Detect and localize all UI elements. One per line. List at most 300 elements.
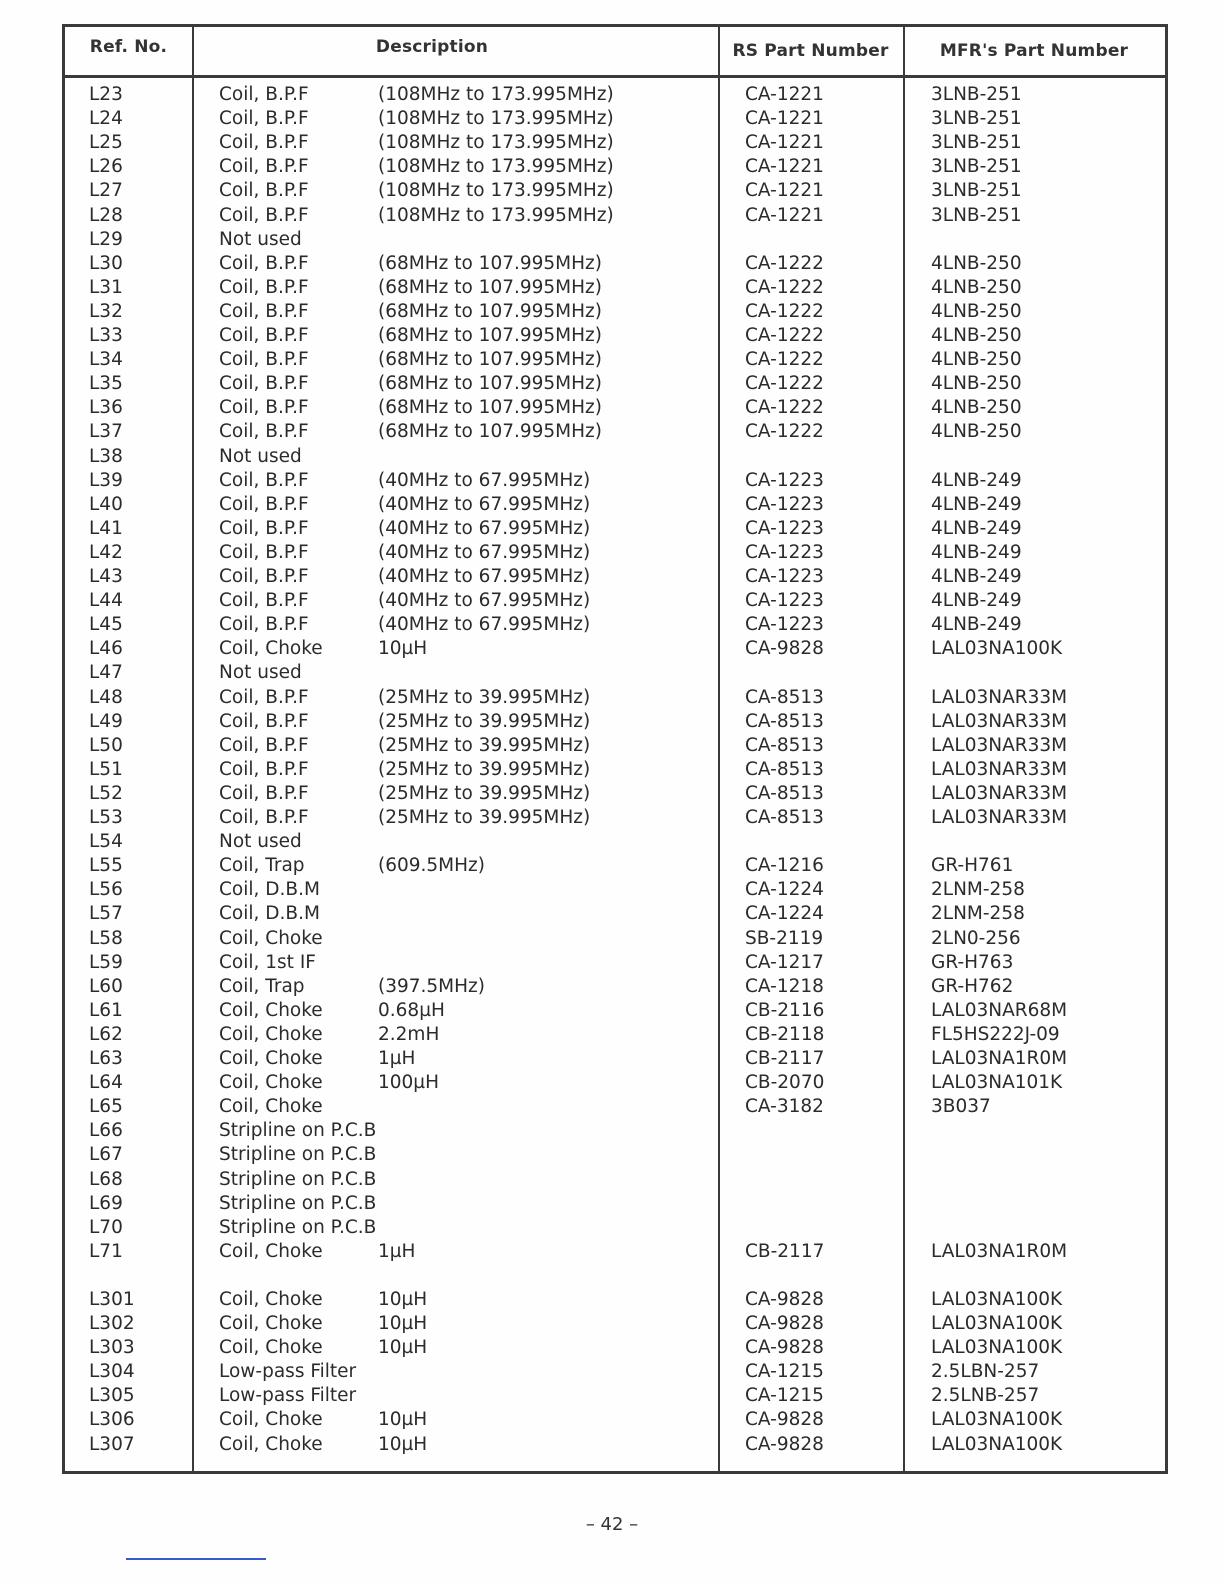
rs-part-cell: CA-1224 — [745, 879, 824, 901]
mfr-part-cell: LAL03NA100K — [931, 1337, 1063, 1359]
value-cell: (40MHz to 67.995MHz) — [378, 590, 591, 612]
rs-part-cell: CA-1222 — [745, 397, 824, 419]
ref-cell: L69 — [89, 1192, 123, 1214]
mfr-part-cell: LAL03NAR33M — [931, 734, 1068, 756]
table-row — [65, 204, 1165, 228]
mfr-part-cell: 4LNB-249 — [931, 614, 1022, 636]
ref-cell: L57 — [89, 903, 123, 925]
ref-cell: L60 — [89, 975, 123, 997]
table-row — [65, 517, 1165, 541]
description-cell: Coil, D.B.M — [219, 903, 320, 925]
mfr-part-cell: LAL03NA101K — [931, 1072, 1063, 1094]
parts-table — [62, 24, 1168, 1474]
table-row — [65, 927, 1165, 951]
ref-cell: L36 — [89, 397, 123, 419]
rs-part-cell: CA-1222 — [745, 421, 824, 443]
description-cell: Coil, B.P.F — [219, 686, 309, 708]
rs-part-cell: CA-1222 — [745, 252, 824, 274]
table-row — [65, 1360, 1165, 1384]
header-ref-no: Ref. No. — [89, 37, 168, 57]
ref-cell: L48 — [89, 686, 123, 708]
description-cell: Coil, B.P.F — [219, 132, 309, 154]
value-cell: (108MHz to 173.995MHz) — [378, 108, 614, 130]
mfr-part-cell: 4LNB-249 — [931, 566, 1022, 587]
description-cell: Stripline on P.C.B — [219, 1144, 377, 1166]
rs-part-cell: CA-9828 — [745, 1313, 824, 1334]
mfr-part-cell: 4LNB-250 — [931, 252, 1022, 274]
value-cell: 10µH — [378, 1313, 428, 1334]
table-row — [65, 1143, 1165, 1167]
description-cell: Stripline on P.C.B — [219, 1120, 377, 1142]
rs-part-cell: CB-2117 — [745, 1240, 825, 1262]
rs-part-cell: CA-9828 — [745, 1409, 824, 1431]
ref-cell: L26 — [89, 156, 123, 178]
description-cell: Not used — [219, 228, 302, 250]
rs-part-cell: CA-8513 — [745, 758, 824, 780]
table-row — [65, 1192, 1165, 1216]
rs-part-cell: CA-1221 — [745, 132, 824, 154]
value-cell: (25MHz to 39.995MHz) — [378, 758, 591, 780]
table-row — [65, 1408, 1165, 1432]
mfr-part-cell: 4LNB-250 — [931, 349, 1022, 371]
description-cell: Coil, Choke — [219, 1337, 323, 1359]
ref-cell: L38 — [89, 445, 123, 467]
ref-cell: L44 — [89, 590, 123, 612]
ref-cell: L53 — [89, 807, 123, 828]
mfr-part-cell: 3LNB-251 — [931, 180, 1022, 202]
ref-cell: L41 — [89, 517, 123, 539]
header-rs-part-number: RS Part Number — [732, 41, 889, 61]
mfr-part-cell: LAL03NAR68M — [931, 999, 1068, 1021]
description-cell: Coil, B.P.F — [219, 782, 309, 804]
ref-cell: L65 — [89, 1096, 123, 1118]
rs-part-cell: CA-3182 — [745, 1096, 824, 1118]
value-cell: (68MHz to 107.995MHz) — [378, 349, 602, 371]
ref-cell: L28 — [89, 204, 123, 226]
rs-part-cell: CA-1223 — [745, 469, 824, 491]
rs-part-cell: CA-1222 — [745, 276, 824, 298]
table-row — [65, 300, 1165, 324]
rs-part-cell: CA-8513 — [745, 807, 824, 828]
ref-cell: L24 — [89, 108, 123, 130]
description-cell: Coil, B.P.F — [219, 84, 309, 105]
description-cell: Coil, B.P.F — [219, 469, 309, 491]
rs-part-cell: CB-2117 — [745, 1048, 825, 1069]
description-cell: Low-pass Filter — [219, 1361, 357, 1383]
description-cell: Coil, B.P.F — [219, 300, 309, 322]
rs-part-cell: CA-1217 — [745, 951, 824, 973]
ref-cell: L63 — [89, 1048, 123, 1069]
table-row — [65, 228, 1165, 252]
table-row — [65, 1336, 1165, 1360]
mfr-part-cell: 2.5LBN-257 — [931, 1361, 1040, 1383]
table-row — [65, 276, 1165, 300]
rs-part-cell: CA-1224 — [745, 903, 824, 925]
ref-cell: L46 — [89, 638, 123, 660]
mfr-part-cell: 4LNB-249 — [931, 541, 1022, 563]
ref-cell: L25 — [89, 132, 123, 154]
header-rule — [65, 75, 1165, 78]
mfr-part-cell: LAL03NA100K — [931, 638, 1063, 660]
table-row — [65, 782, 1165, 806]
ref-cell: L45 — [89, 614, 123, 636]
ref-cell: L68 — [89, 1168, 123, 1190]
value-cell: (397.5MHz) — [378, 975, 485, 997]
mfr-part-cell: LAL03NAR33M — [931, 758, 1068, 780]
table-row — [65, 445, 1165, 469]
ref-cell: L304 — [89, 1361, 135, 1383]
ref-cell: L301 — [89, 1288, 135, 1310]
value-cell: (40MHz to 67.995MHz) — [378, 566, 591, 587]
description-cell: Coil, B.P.F — [219, 614, 309, 636]
value-cell: (108MHz to 173.995MHz) — [378, 180, 614, 202]
description-cell: Coil, B.P.F — [219, 204, 309, 226]
mfr-part-cell: LAL03NA100K — [931, 1433, 1063, 1455]
description-cell: Coil, Choke — [219, 1240, 323, 1262]
table-row — [65, 589, 1165, 613]
rs-part-cell: CA-9828 — [745, 1288, 824, 1310]
description-cell: Coil, B.P.F — [219, 710, 309, 732]
value-cell: (40MHz to 67.995MHz) — [378, 614, 591, 636]
ref-cell: L62 — [89, 1023, 123, 1045]
mfr-part-cell: LAL03NAR33M — [931, 782, 1068, 804]
description-cell: Stripline on P.C.B — [219, 1192, 377, 1214]
ref-cell: L29 — [89, 228, 123, 250]
description-cell: Low-pass Filter — [219, 1385, 357, 1407]
ref-cell: L42 — [89, 541, 123, 563]
value-cell: (68MHz to 107.995MHz) — [378, 300, 602, 322]
ref-cell: L55 — [89, 855, 123, 877]
value-cell: 10µH — [378, 638, 428, 660]
rs-part-cell: CA-1218 — [745, 975, 824, 997]
mfr-part-cell: 2.5LNB-257 — [931, 1385, 1040, 1407]
description-cell: Coil, B.P.F — [219, 566, 309, 587]
table-row — [65, 565, 1165, 589]
description-cell: Coil, B.P.F — [219, 493, 309, 515]
mfr-part-cell: LAL03NAR33M — [931, 807, 1068, 828]
mfr-part-cell: LAL03NAR33M — [931, 710, 1068, 732]
table-row — [65, 854, 1165, 878]
value-cell: 10µH — [378, 1409, 428, 1431]
mfr-part-cell: 2LNM-258 — [931, 879, 1025, 901]
ref-cell: L23 — [89, 84, 123, 105]
mfr-part-cell: 4LNB-249 — [931, 469, 1022, 491]
description-cell: Coil, Choke — [219, 1313, 323, 1334]
ref-cell: L306 — [89, 1409, 135, 1431]
rs-part-cell: CA-1215 — [745, 1385, 824, 1407]
description-cell: Coil, Choke — [219, 999, 323, 1021]
rs-part-cell: CB-2118 — [745, 1023, 825, 1045]
description-cell: Coil, B.P.F — [219, 349, 309, 371]
value-cell: (25MHz to 39.995MHz) — [378, 807, 591, 828]
value-cell: (68MHz to 107.995MHz) — [378, 252, 602, 274]
mfr-part-cell: FL5HS222J-09 — [931, 1023, 1060, 1045]
table-row — [65, 734, 1165, 758]
description-cell: Coil, B.P.F — [219, 517, 309, 539]
mfr-part-cell: 4LNB-250 — [931, 325, 1022, 346]
rs-part-cell: CA-1223 — [745, 493, 824, 515]
value-cell: (25MHz to 39.995MHz) — [378, 782, 591, 804]
ref-cell: L67 — [89, 1144, 123, 1166]
description-cell: Coil, B.P.F — [219, 421, 309, 443]
rs-part-cell: CA-8513 — [745, 782, 824, 804]
page-number: – 42 – — [585, 1514, 639, 1535]
value-cell: (40MHz to 67.995MHz) — [378, 469, 591, 491]
ref-cell: L47 — [89, 662, 123, 684]
value-cell: 0.68µH — [378, 999, 445, 1021]
mfr-part-cell: 4LNB-250 — [931, 276, 1022, 298]
rs-part-cell: CA-1223 — [745, 541, 824, 563]
mfr-part-cell: LAL03NA100K — [931, 1288, 1063, 1310]
table-row — [65, 252, 1165, 276]
description-cell: Coil, Choke — [219, 1072, 323, 1094]
ref-cell: L50 — [89, 734, 123, 756]
rs-part-cell: CA-9828 — [745, 1433, 824, 1455]
mfr-part-cell: LAL03NA1R0M — [931, 1240, 1068, 1262]
mfr-part-cell: 4LNB-249 — [931, 517, 1022, 539]
rs-part-cell: CA-1221 — [745, 180, 824, 202]
mfr-part-cell: 3LNB-251 — [931, 84, 1022, 105]
value-cell: (68MHz to 107.995MHz) — [378, 276, 602, 298]
mfr-part-cell: LAL03NA100K — [931, 1313, 1063, 1334]
description-cell: Coil, B.P.F — [219, 325, 309, 346]
table-row — [65, 541, 1165, 565]
value-cell: (25MHz to 39.995MHz) — [378, 710, 591, 732]
mfr-part-cell: 2LN0-256 — [931, 927, 1021, 949]
description-cell: Coil, B.P.F — [219, 180, 309, 202]
value-cell: 1µH — [378, 1048, 416, 1069]
rs-part-cell: CA-1223 — [745, 614, 824, 636]
mfr-part-cell: 3LNB-251 — [931, 204, 1022, 226]
table-row — [65, 951, 1165, 975]
table-row — [65, 420, 1165, 444]
description-cell: Coil, Choke — [219, 1409, 323, 1431]
rs-part-cell: CA-1222 — [745, 349, 824, 371]
description-cell: Stripline on P.C.B — [219, 1168, 377, 1190]
ref-cell: L30 — [89, 252, 123, 274]
value-cell: (108MHz to 173.995MHz) — [378, 132, 614, 154]
ref-cell: L39 — [89, 469, 123, 491]
rs-part-cell: CB-2070 — [745, 1072, 825, 1094]
description-cell: Not used — [219, 445, 302, 467]
table-row — [65, 1288, 1165, 1312]
rs-part-cell: CA-1222 — [745, 300, 824, 322]
ref-cell: L32 — [89, 300, 123, 322]
rs-part-cell: CA-1221 — [745, 156, 824, 178]
description-cell: Coil, B.P.F — [219, 758, 309, 780]
value-cell: (68MHz to 107.995MHz) — [378, 325, 602, 346]
value-cell: (25MHz to 39.995MHz) — [378, 686, 591, 708]
ref-cell: L305 — [89, 1385, 135, 1407]
table-row — [65, 1384, 1165, 1408]
table-row — [65, 83, 1165, 107]
value-cell: (108MHz to 173.995MHz) — [378, 204, 614, 226]
description-cell: Not used — [219, 662, 302, 684]
table-row — [65, 396, 1165, 420]
table-row — [65, 155, 1165, 179]
rs-part-cell: CA-1222 — [745, 325, 824, 346]
table-row — [65, 637, 1165, 661]
table-row — [65, 806, 1165, 830]
table-row — [65, 1240, 1165, 1264]
description-cell: Coil, Choke — [219, 1288, 323, 1310]
value-cell: 10µH — [378, 1433, 428, 1455]
value-cell: 10µH — [378, 1288, 428, 1310]
description-cell: Coil, Trap — [219, 855, 305, 877]
description-cell: Coil, B.P.F — [219, 156, 309, 178]
table-row — [65, 1119, 1165, 1143]
rs-part-cell: CA-1223 — [745, 590, 824, 612]
description-cell: Stripline on P.C.B — [219, 1216, 377, 1238]
table-row — [65, 1168, 1165, 1192]
description-cell: Coil, B.P.F — [219, 807, 309, 828]
table-row — [65, 1433, 1165, 1457]
header-mfr-part-number: MFR's Part Number — [939, 41, 1129, 61]
table-row — [65, 372, 1165, 396]
mfr-part-cell: LAL03NA1R0M — [931, 1048, 1068, 1069]
mfr-part-cell: 4LNB-250 — [931, 421, 1022, 443]
header-description: Description — [375, 37, 489, 57]
mfr-part-cell: 3LNB-251 — [931, 156, 1022, 178]
mfr-part-cell: 2LNM-258 — [931, 903, 1025, 925]
mfr-part-cell: GR-H761 — [931, 855, 1014, 877]
description-cell: Coil, Choke — [219, 1023, 323, 1045]
value-cell: (25MHz to 39.995MHz) — [378, 734, 591, 756]
footer-line — [126, 1558, 266, 1560]
description-cell: Coil, 1st IF — [219, 951, 316, 973]
ref-cell: L33 — [89, 325, 123, 346]
mfr-part-cell: 4LNB-250 — [931, 373, 1022, 395]
ref-cell: L56 — [89, 879, 123, 901]
ref-cell: L59 — [89, 951, 123, 973]
mfr-part-cell: GR-H762 — [931, 975, 1014, 997]
mfr-part-cell: 3LNB-251 — [931, 108, 1022, 130]
ref-cell: L302 — [89, 1313, 135, 1334]
rs-part-cell: CA-8513 — [745, 710, 824, 732]
ref-cell: L35 — [89, 373, 123, 395]
rs-part-cell: CA-1222 — [745, 373, 824, 395]
mfr-part-cell: 4LNB-250 — [931, 397, 1022, 419]
rs-part-cell: CA-1223 — [745, 566, 824, 587]
table-row — [65, 902, 1165, 926]
table-row — [65, 348, 1165, 372]
rs-part-cell: CA-1216 — [745, 855, 824, 877]
value-cell: 2.2mH — [378, 1023, 440, 1045]
ref-cell: L40 — [89, 493, 123, 515]
table-row — [65, 1216, 1165, 1240]
rs-part-cell: CA-8513 — [745, 686, 824, 708]
description-cell: Coil, Choke — [219, 927, 323, 949]
description-cell: Coil, B.P.F — [219, 541, 309, 563]
mfr-part-cell: LAL03NAR33M — [931, 686, 1068, 708]
value-cell: (40MHz to 67.995MHz) — [378, 493, 591, 515]
ref-cell: L61 — [89, 999, 123, 1021]
table-row — [65, 999, 1165, 1023]
mfr-part-cell: 3LNB-251 — [931, 132, 1022, 154]
ref-cell: L37 — [89, 421, 123, 443]
table-row — [65, 686, 1165, 710]
ref-cell: L64 — [89, 1072, 123, 1094]
value-cell: (40MHz to 67.995MHz) — [378, 517, 591, 539]
value-cell: 10µH — [378, 1337, 428, 1359]
value-cell: (68MHz to 107.995MHz) — [378, 421, 602, 443]
description-cell: Coil, D.B.M — [219, 879, 320, 901]
mfr-part-cell: 4LNB-249 — [931, 493, 1022, 515]
ref-cell: L66 — [89, 1120, 123, 1142]
description-cell: Coil, Trap — [219, 975, 305, 997]
description-cell: Coil, B.P.F — [219, 276, 309, 298]
table-row — [65, 710, 1165, 734]
description-cell: Not used — [219, 831, 302, 853]
table-row — [65, 107, 1165, 131]
mfr-part-cell: 4LNB-249 — [931, 590, 1022, 612]
table-row — [65, 469, 1165, 493]
ref-cell: L71 — [89, 1240, 123, 1262]
rs-part-cell: CA-9828 — [745, 1337, 824, 1359]
table-row — [65, 830, 1165, 854]
description-cell: Coil, Choke — [219, 638, 323, 660]
description-cell: Coil, B.P.F — [219, 734, 309, 756]
value-cell: (68MHz to 107.995MHz) — [378, 397, 602, 419]
mfr-part-cell: 4LNB-250 — [931, 300, 1022, 322]
mfr-part-cell: 3B037 — [931, 1096, 991, 1118]
table-row — [65, 1095, 1165, 1119]
description-cell: Coil, B.P.F — [219, 373, 309, 395]
rs-part-cell: CA-8513 — [745, 734, 824, 756]
table-row — [65, 1023, 1165, 1047]
ref-cell: L70 — [89, 1216, 123, 1238]
ref-cell: L54 — [89, 831, 123, 853]
description-cell: Coil, B.P.F — [219, 108, 309, 130]
table-row — [65, 179, 1165, 203]
ref-cell: L51 — [89, 758, 123, 780]
mfr-part-cell: LAL03NA100K — [931, 1409, 1063, 1431]
value-cell: (609.5MHz) — [378, 855, 485, 877]
value-cell: (68MHz to 107.995MHz) — [378, 373, 602, 395]
description-cell: Coil, B.P.F — [219, 590, 309, 612]
rs-part-cell: CB-2116 — [745, 999, 825, 1021]
table-row — [65, 661, 1165, 685]
rs-part-cell: SB-2119 — [745, 927, 824, 949]
description-cell: Coil, Choke — [219, 1433, 323, 1455]
table-row — [65, 324, 1165, 348]
rs-part-cell: CA-1221 — [745, 108, 824, 130]
table-row — [65, 613, 1165, 637]
description-cell: Coil, Choke — [219, 1048, 323, 1069]
value-cell: 100µH — [378, 1072, 439, 1094]
table-row — [65, 131, 1165, 155]
description-cell: Coil, B.P.F — [219, 397, 309, 419]
ref-cell: L58 — [89, 927, 123, 949]
ref-cell: L52 — [89, 782, 123, 804]
ref-cell: L307 — [89, 1433, 135, 1455]
table-row — [65, 878, 1165, 902]
ref-cell: L34 — [89, 349, 123, 371]
description-cell: Coil, B.P.F — [219, 252, 309, 274]
rs-part-cell: CA-1215 — [745, 1361, 824, 1383]
description-cell: Coil, Choke — [219, 1096, 323, 1118]
table-row — [65, 1312, 1165, 1336]
value-cell: (40MHz to 67.995MHz) — [378, 541, 591, 563]
table-row — [65, 493, 1165, 517]
ref-cell: L49 — [89, 710, 123, 732]
value-cell: (108MHz to 173.995MHz) — [378, 156, 614, 178]
ref-cell: L43 — [89, 566, 123, 587]
value-cell: (108MHz to 173.995MHz) — [378, 84, 614, 105]
rs-part-cell: CA-1221 — [745, 84, 824, 105]
value-cell: 1µH — [378, 1240, 416, 1262]
ref-cell: L303 — [89, 1337, 135, 1359]
